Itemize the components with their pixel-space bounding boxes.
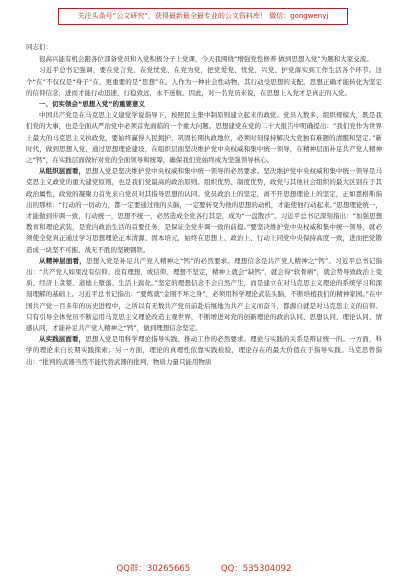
- qq-contact: QQ：535304092: [220, 564, 292, 574]
- promo-banner: 关注头条号“公文研究”，获得最新最全最专业的公文资料库！ 微信：gongwenyj: [58, 8, 348, 25]
- greeting: 同志们：: [26, 43, 52, 51]
- paragraph-text: 思想入党是补足共产党人精神之“钙”的必然要求。理想信念是共产党人精神之“钙”。习近平总书记指出：“共产党人如果没有信仰、没有理想，或信仰、理想不坚定，精神上就会“缺钙”，就会得“软骨病”，就会势导致政治上变质、经济上贪婪、道德上堕落、生活上腐化。”坚定的理想信念不会自然产生，而是建立在对马克思主义理论的系统学习和深刻理解的基础上。习近平总书记指出：“要炼就“金刚不坏之身”，必须用科学理论武装头脑，不断培植我们的精神家园。”在中国共产党一百多年的历史进程中，之所以有无数共产党员前赴后继地为共产主义而奋斗，都源自就是对马克思主义的信仰。只有引导全体党员不断运用马克思主义理论改造主观世界，不断增进对党的创新理论的政治认同、思想认同、理论认同、情感认同，才能补足共产党人精神之“钙”，做到理想信念坚定。: [26, 256, 382, 333]
- paragraph-lead: 从实践层面看，: [39, 335, 86, 344]
- body-paragraph: [26, 334, 382, 368]
- paragraph-lead: 从精神层面看，: [39, 256, 86, 265]
- section-heading: 一、切实领会“思想入党”的重要意义: [39, 100, 146, 109]
- body-paragraph: [26, 256, 382, 334]
- document-body: [26, 42, 382, 368]
- body-paragraph: [26, 166, 382, 256]
- qq-group: QQ群：30265665: [116, 564, 191, 574]
- paragraph-text: 思想入党是坚决维护党中央权威和集中统一领导的必然要求。坚决维护党中央权威和集中统一领导是马克思主义政党的重大建党原则，也是我们党最高的政治原则。组织优势、制度优势，政党与其他社会组织的最大区别在于其政治属性，政党的凝聚力首先来自党员对其指导思想的认同。党员政治上的坚定，离不开思想理论上的坚定，正如恩格斯指出的那样：“行动的一切动力，都一定要通过他的头脑，一定要转变为他的思想的动机，才能使他行动起来。”思想理论统一，才能做到步调一致，行动统一，思想不统一，必然造成全党各行其是，成为“一盘散沙”。习近平总书记深刻指出：“加强思想教育和理论武装，是党内政治生活的首要任务，是保证全党步调一致的前提。”要坚决维护党中央权威和集中统一领导，就必须使全党真正通过学习思想理论正本清源、固本培元，始终在思想上、政治上、行动上同党中央保持高度一致，进而把党锻造成一块坚不可摧、战无不胜的坚硬钢铁。: [26, 167, 383, 254]
- paragraph-text: 思想入党是用科学理论指导实践、推动工作的必然要求。理论与实践的关系是辩证统一的。一方面，科学的理论来自长期实践探索；另一方面，理论的真理性依靠实践检验，理论存在的最大价值在于指导实践。马克思曾指出：“批判的武器当然不能代替武器的批判，物质力量只能用物质: [26, 335, 383, 366]
- paragraph-lead: 从组织层面看，: [39, 167, 86, 176]
- intro-paragraph: 很高兴能有机会跟各位部备党员和入党积极分子上党课，今天我围绕“增强党性修养 做到思想入党”为题和大家交流。: [39, 55, 373, 64]
- contact-footer: [0, 562, 408, 574]
- section-paragraph: 中国共产党是在马克思主义建党学说指导下，按照民主集中制原则建立起来的政党。党员入数多、组织规模大，既是我们党的大事，也是全面从严治党中必须首先面临的一个重大问题。思想建党在党的二十大报告中明确提出：“我们党作为世界上最大的马克思主义执政党，要始终赢得人民拥护、巩固长期执政地位，必须时刻保持解决大党独有难题的清醒和坚定。”新时代，做到思想入党，通过思想理论建设，在组织层面坚决维护党中央权威和集中统一领导，在精神层面补足共产党人精神之“钙”，在实践层面做好对党的全面领导和统筹，确保我们党始终成为坚强领导核心。: [26, 111, 382, 165]
- intro-paragraph: 习近平总书记强调，要在党言党、在党忧党、在党为党，把党爱党、忧党、兴党、护党落实到工作生活各个环节。这个“在”不仅仅是“身子”在，更重要的是“思想”在。人作为一种社会性动物，其行动受思想的支配，思想正确才能转化为坚定的信仰信念，进而才能行动迅速，行稳致远，永不迷航。因此，对一名党员来说，在思想上入党才是真正的入党。: [26, 66, 382, 97]
